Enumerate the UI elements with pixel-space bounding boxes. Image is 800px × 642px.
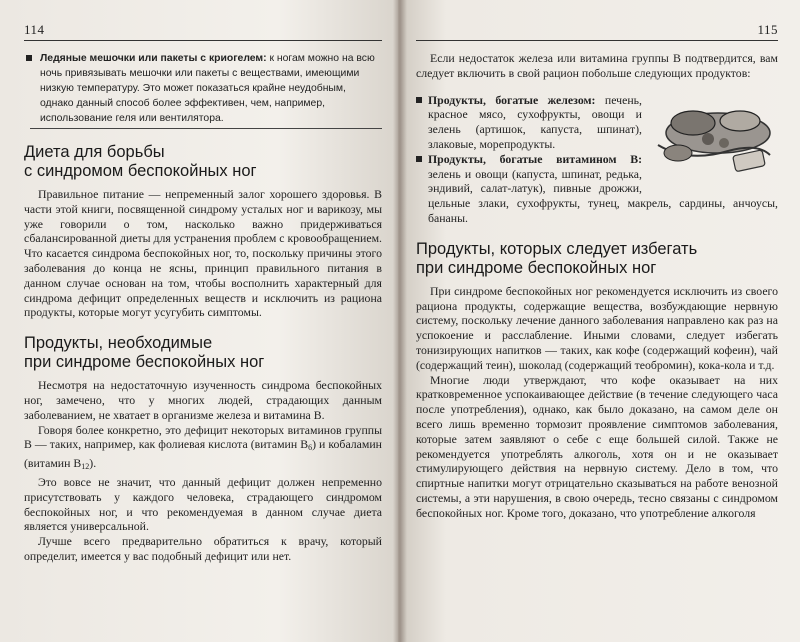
page-number-right: 115 xyxy=(757,22,778,37)
paragraph-vitamins: Говоря более конкретно, это дефицит некоторых витаминов группы В — таких, например, как фолиевая кислота (витамин $В_6$) и кобаламин (витамин $В_{12}$). xyxy=(24,422,382,472)
tip-note xyxy=(30,51,382,129)
bullet-icon xyxy=(416,156,422,162)
right-page-header xyxy=(416,18,778,41)
heading-diet: Диета для борьбы с синдромом беспокойных ног xyxy=(24,143,257,180)
heading-avoid-products: Продукты, которых следует избегать при синдроме беспокойных ног xyxy=(416,239,698,277)
product-list xyxy=(416,93,778,226)
paragraph-diet: Правильное питание — непременный залог хорошего здоровья. В части этой книги, посвященной синдрому усталых ног и варикозу, мы уже говорили о том, насколько важно придерживаться сбалансированной диеты для устранения проблем с кровообращением. Что касается синдрома беспокойных ног, то, поскольку причины этого заболевания до конца не ясны, принцип правильного питания в данном случае основан на том, чтобы восполнить характерный для синдрома дефицит определенных веществ и исключить из рациона продукты, которые могут усугубить симптомы. xyxy=(24,187,382,320)
list-item-vitamin-b: Продукты, богатые витамином В: зелень и овощи (капуста, шпинат, редька, эндивий, салат-латук), пивные дрожжи, цельные злаки, сухофрукты, тунец, макрель, сардины, анчоусы, бананы. xyxy=(416,152,778,226)
bullet-icon xyxy=(416,97,422,103)
paragraph-doctor: Лучше всего предварительно обратиться к врачу, который определит, имеется у вас подобный дефицит или нет. xyxy=(24,534,382,563)
paragraph-coffee: Многие люди утверждают, что кофе оказывает на них кратковременное успокаивающее действие (в течение следующего часа после употребления), однако, как было доказано, на самом деле он всего лишь временно тормозит проявление симптомов заболевания, которые затем заявляют о себе с еще большей силой. Также не рекомендуется употреблять алкоголь, хотя он и не оказывает стимулирующего действия на нервную систему. Дело в том, что спиртные напитки могут отрицательно сказываться на работе венозной системы, а эти нарушения, в свою очередь, тесно связаны с синдромом беспокойных ног. Кроме того, доказано, что употребление алкоголя xyxy=(416,372,778,520)
paragraph-avoid: При синдроме беспокойных ног рекомендуется исключить из своего рациона продукты, содержащие вещества, возбуждающие нервную систему, поскольку лечение данного заболевания направлено как раз на успокоение и расслабление. Иными словами, следует избегать тонизирующих напитков — таких, как кофе (содержащий кофеин), чай (содержащий теин), шоколад (содержащий теобромин), кока-кола и т.д. xyxy=(416,283,778,372)
note-bullet-icon xyxy=(26,55,32,61)
paragraph-deficit: Несмотря на недостаточную изученность синдрома беспокойных ног, замечено, что у многих людей, страдающих данным заболеванием, не хватает в организме железа и витамина В. xyxy=(24,378,382,422)
left-page-header xyxy=(24,18,382,41)
note-body: к ногам можно на всю ночь привязывать мешочки или пакеты с веществами, имеющими низкую температуру. Это может показаться крайне неудобным, однако данный способ более эффективен, чем, например, использование геля или вентилятора. xyxy=(40,53,375,124)
paragraph-not-universal: Это вовсе не значит, что данный дефицит должен непременно присутствовать у каждого человека, страдающего синдромом беспокойных ног, и что рекомендуемая в данном случае диета является универсальной. xyxy=(24,474,382,534)
left-page xyxy=(0,0,398,642)
page-number-left: 114 xyxy=(24,22,45,37)
note-title: Ледяные мешочки или пакеты с криогелем: xyxy=(40,53,267,64)
right-page xyxy=(398,0,800,642)
heading-needed-products: Продукты, необходимые при синдроме беспокойных ног xyxy=(24,334,265,372)
list-item-iron: Продукты, богатые железом: печень, красное мясо, сухофрукты, овощи и зелень (артишок, капуста, шпинат), злаковые, морепродукты. xyxy=(416,93,778,152)
paragraph-intro: Если недостаток железа или витамина группы В подтвердится, вам следует включить в свой рацион побольше следующих продуктов: xyxy=(416,51,778,80)
